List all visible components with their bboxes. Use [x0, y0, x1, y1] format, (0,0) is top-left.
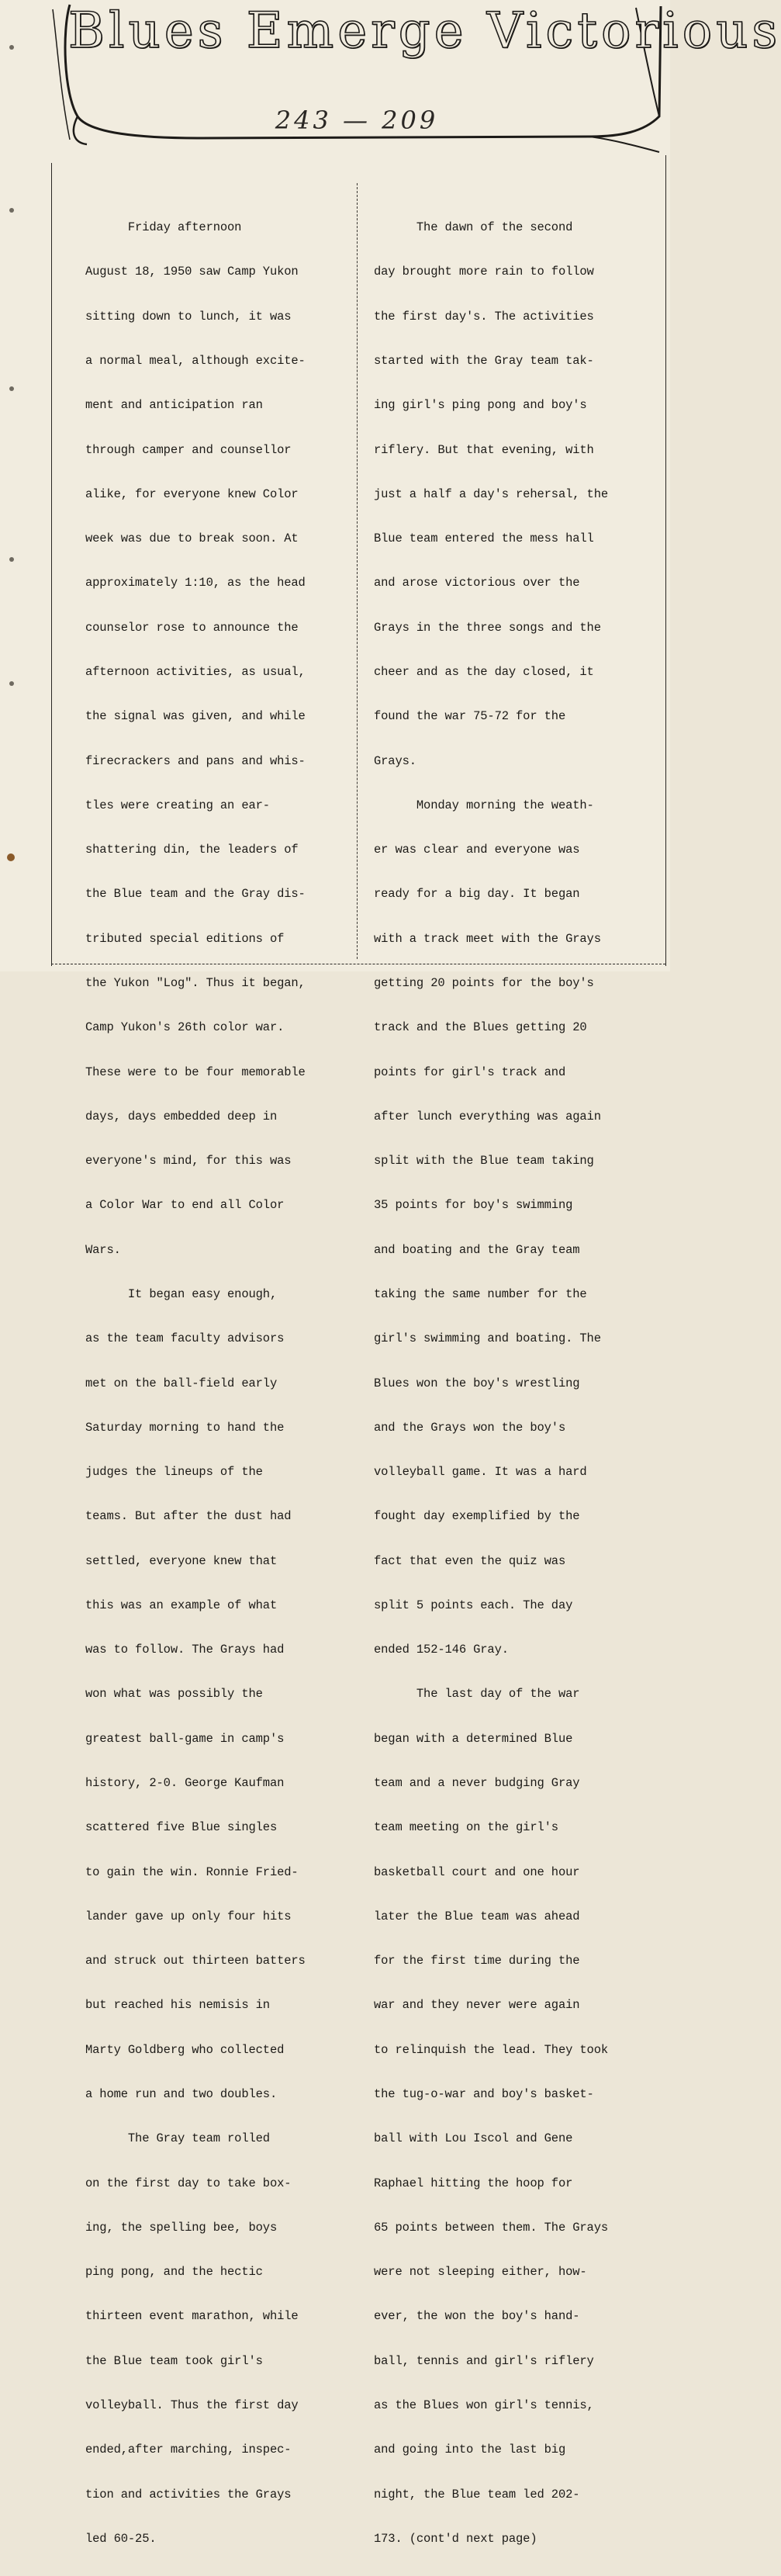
left-article-column [85, 191, 306, 2576]
text-line: scattered five Blue singles [85, 1820, 278, 1835]
text-line: er was clear and everyone was [374, 843, 580, 857]
text-line: the signal was given, and while [85, 709, 306, 724]
right-border-rule [665, 155, 666, 966]
text-line: The dawn of the second [374, 220, 573, 235]
text-line: split 5 points each. The day [374, 1598, 573, 1612]
text-line: led 60-25. [85, 2531, 157, 2546]
text-line: girl's swimming and boating. The [374, 1331, 601, 1346]
text-line: ing girl's ping pong and boy's [374, 398, 587, 413]
text-line: approximately 1:10, as the head [85, 576, 306, 590]
text-line: cheer and as the day closed, it [374, 665, 594, 679]
text-line: a normal meal, although excite- [85, 354, 306, 369]
text-line: taking the same number for the [374, 1286, 587, 1301]
text-line: teams. But after the dust had [85, 1509, 292, 1524]
text-line: The Gray team rolled [85, 2131, 270, 2146]
text-line: on the first day to take box- [85, 2176, 292, 2190]
text-line: was to follow. The Grays had [85, 1643, 285, 1657]
text-line: firecrackers and pans and whis- [85, 753, 306, 768]
text-line: Friday afternoon [85, 220, 242, 235]
text-line: 65 points between them. The Grays [374, 2220, 609, 2235]
text-line: Grays in the three songs and the [374, 620, 601, 635]
text-line: the Blue team and the Gray dis- [85, 887, 306, 902]
text-line: thirteen event marathon, while [85, 2309, 299, 2324]
text-line: for the first time during the [374, 1954, 580, 1968]
text-line: greatest ball-game in camp's [85, 1731, 285, 1746]
text-line: the Blue team took girl's [85, 2353, 263, 2368]
text-line: counselor rose to announce the [85, 620, 299, 635]
text-line: ball with Lou Iscol and Gene [374, 2131, 573, 2146]
text-line: and arose victorious over the [374, 576, 580, 590]
binder-hole [9, 208, 14, 213]
text-line: just a half a day's rehersal, the [374, 486, 609, 501]
text-line: and the Grays won the boy's [374, 1420, 566, 1435]
text-line: day brought more rain to follow [374, 265, 594, 279]
right-article-column [374, 191, 608, 2576]
binder-hole [9, 45, 14, 50]
text-line: The last day of the war [374, 1687, 580, 1702]
text-line: the first day's. The activities [374, 309, 594, 324]
left-border-rule [51, 163, 52, 966]
text-line: team meeting on the girl's [374, 1820, 558, 1835]
text-line: judges the lineups of the [85, 1465, 263, 1480]
text-line: Blues won the boy's wrestling [374, 1376, 580, 1390]
text-line: riflery. But that evening, with [374, 442, 594, 457]
text-line: and going into the last big [374, 2443, 566, 2457]
text-line: ball, tennis and girl's riflery [374, 2353, 594, 2368]
text-line: to relinquish the lead. They took [374, 2042, 609, 2057]
binder-hole [7, 853, 15, 861]
text-line: team and a never budging Gray [374, 1776, 580, 1791]
text-line: It began easy enough, [85, 1286, 278, 1301]
text-line: ment and anticipation ran [85, 398, 263, 413]
text-line: Marty Goldberg who collected [85, 2042, 285, 2057]
text-line: basketball court and one hour [374, 1864, 580, 1879]
text-line: fact that even the quiz was [374, 1553, 566, 1568]
text-line: war and they never were again [374, 1998, 580, 2013]
text-line: Wars. [85, 1242, 121, 1257]
text-line: with a track meet with the Grays [374, 931, 601, 946]
text-line: a home run and two doubles. [85, 2087, 278, 2101]
text-line: days, days embedded deep in [85, 1109, 278, 1124]
text-line: the tug-o-war and boy's basket- [374, 2087, 594, 2101]
column-divider [357, 183, 358, 959]
text-line: ended,after marching, inspec- [85, 2443, 292, 2457]
binder-hole [9, 681, 14, 686]
text-line: getting 20 points for the boy's [374, 975, 594, 990]
text-line: this was an example of what [85, 1598, 278, 1612]
text-line: night, the Blue team led 202- [374, 2487, 580, 2502]
text-line: found the war 75-72 for the [374, 709, 566, 724]
text-line: after lunch everything was again [374, 1109, 601, 1124]
text-line: shattering din, the leaders of [85, 843, 299, 857]
headline: Blues Emerge Victorious [68, 2, 781, 60]
text-line: Saturday morning to hand the [85, 1420, 285, 1435]
text-line: Grays. [374, 753, 416, 768]
text-line: began with a determined Blue [374, 1731, 573, 1746]
text-line: but reached his nemisis in [85, 1998, 270, 2013]
text-line: 35 points for boy's swimming [374, 1198, 573, 1213]
text-line: and boating and the Gray team [374, 1242, 580, 1257]
text-line: sitting down to lunch, it was [85, 309, 292, 324]
text-line: tles were creating an ear- [85, 798, 270, 812]
text-line: were not sleeping either, how- [374, 2265, 587, 2280]
text-line: afternoon activities, as usual, [85, 665, 306, 679]
text-line: and struck out thirteen batters [85, 1954, 306, 1968]
text-line: points for girl's track and [374, 1065, 566, 1079]
text-line: August 18, 1950 saw Camp Yukon [85, 265, 299, 279]
text-line: tributed special editions of [85, 931, 285, 946]
text-line: the Yukon "Log". Thus it began, [85, 975, 306, 990]
text-line: to gain the win. Ronnie Fried- [85, 1864, 299, 1879]
text-line: Camp Yukon's 26th color war. [85, 1020, 285, 1035]
text-line: Raphael hitting the hoop for [374, 2176, 573, 2190]
final-score: 243 — 209 [275, 106, 439, 135]
text-line: week was due to break soon. At [85, 531, 299, 546]
text-line: ended 152-146 Gray. [374, 1643, 509, 1657]
text-line: split with the Blue team taking [374, 1154, 594, 1169]
text-line: ping pong, and the hectic [85, 2265, 263, 2280]
text-line: as the team faculty advisors [85, 1331, 285, 1346]
text-line: volleyball. Thus the first day [85, 2398, 299, 2412]
text-line: ing, the spelling bee, boys [85, 2220, 278, 2235]
text-line: won what was possibly the [85, 1687, 263, 1702]
text-line: ready for a big day. It began [374, 887, 580, 902]
text-line: fought day exemplified by the [374, 1509, 580, 1524]
text-line: These were to be four memorable [85, 1065, 306, 1079]
text-line: volleyball game. It was a hard [374, 1465, 587, 1480]
binder-hole [9, 557, 14, 562]
text-line: tion and activities the Grays [85, 2487, 292, 2502]
text-line: met on the ball-field early [85, 1376, 278, 1390]
text-line: settled, everyone knew that [85, 1553, 278, 1568]
binder-hole [9, 386, 14, 391]
text-line: lander gave up only four hits [85, 1909, 292, 1923]
text-line: track and the Blues getting 20 [374, 1020, 587, 1035]
text-line: Monday morning the weath- [374, 798, 594, 812]
text-line: through camper and counsellor [85, 442, 292, 457]
text-line: as the Blues won girl's tennis, [374, 2398, 594, 2412]
text-line: started with the Gray team tak- [374, 354, 594, 369]
text-line: ever, the won the boy's hand- [374, 2309, 580, 2324]
text-line: everyone's mind, for this was [85, 1154, 292, 1169]
text-line: alike, for everyone knew Color [85, 486, 299, 501]
text-line: Blue team entered the mess hall [374, 531, 594, 546]
text-line: 173. (cont'd next page) [374, 2531, 537, 2546]
text-line: later the Blue team was ahead [374, 1909, 580, 1923]
text-line: a Color War to end all Color [85, 1198, 285, 1213]
text-line: history, 2-0. George Kaufman [85, 1776, 285, 1791]
